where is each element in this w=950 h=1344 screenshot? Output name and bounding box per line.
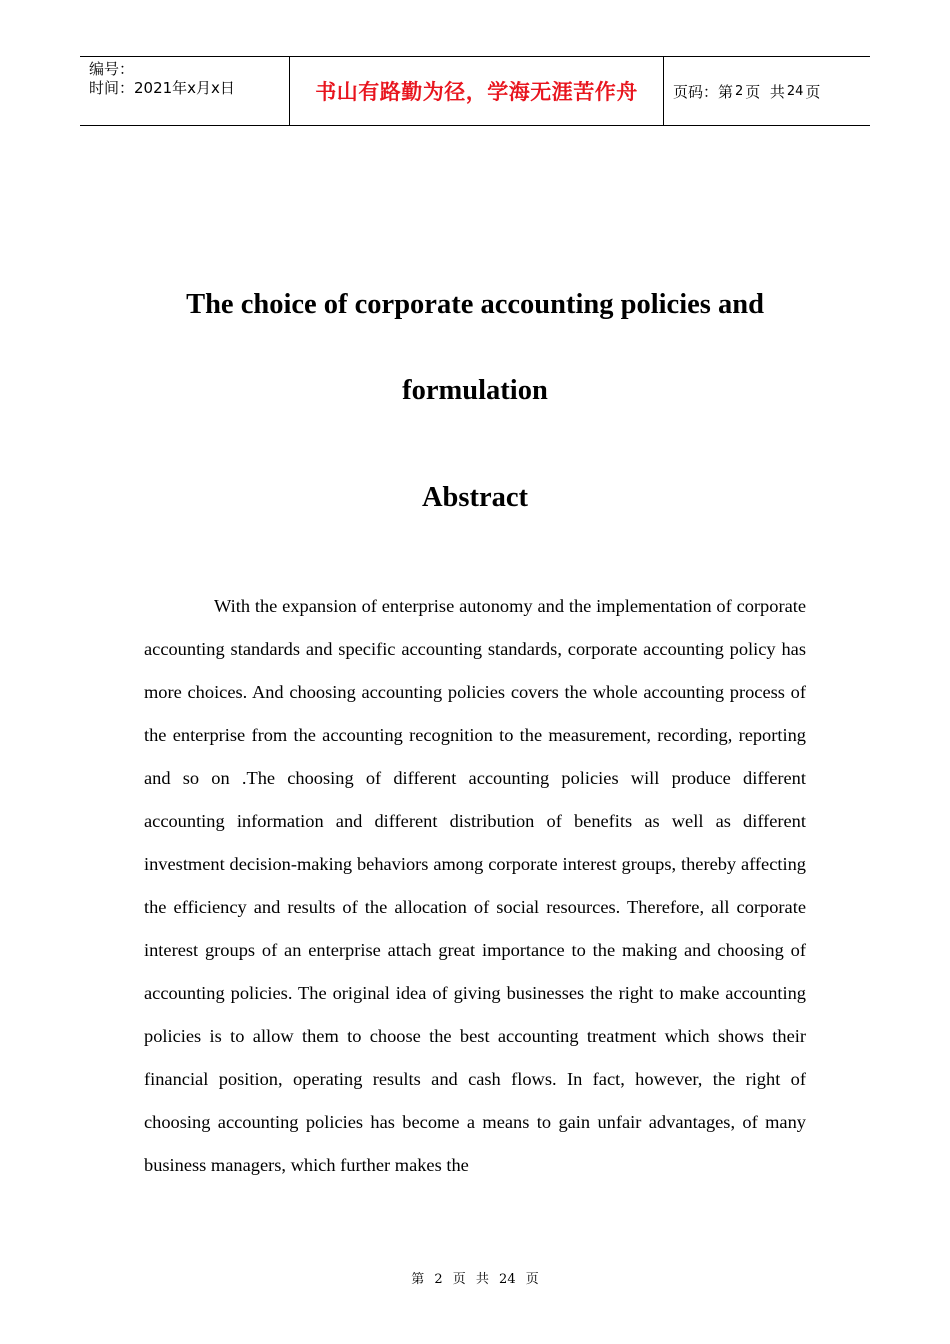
- page-label: 页码：第: [673, 82, 734, 101]
- page-total: 24: [786, 83, 804, 99]
- title-line-1: The choice of corporate accounting policies and: [186, 289, 764, 320]
- page-end-label: 页: [805, 82, 821, 101]
- page-header: [80, 56, 870, 126]
- document-number-label: 编号：: [89, 60, 135, 78]
- abstract-heading: Abstract: [421, 482, 529, 513]
- title-line-2: formulation: [402, 375, 548, 406]
- page-mid-label: 页 共: [745, 82, 785, 101]
- header-page-number: [664, 57, 870, 125]
- page-footer: 第 2 页 共 24 页: [411, 1272, 539, 1287]
- document-time-label: 时间：2021年x月x日: [89, 79, 235, 97]
- header-meta-cell: [80, 57, 290, 125]
- abstract-body: With the expansion of enterprise autonomy and the implementation of corporate accounting standards and specific accounting standards, corporate accounting policy has more choices. And choosing accounting policies covers the whole accounting process of the enterprise from the accounting recognition to the measurement, recording, reporting and so on .The choosing of different accounting policies will produce different accounting information and different distribution of benefits as well as different investment decision-making behaviors among corporate interest groups, thereby affecting the efficiency and results of the allocation of social resources. Therefore, all corporate interest groups of an enterprise attach great importance to the making and choosing of accounting policies. The original idea of giving businesses the right to make accounting policies is to allow them to choose the best accounting treatment which shows their financial position, operating results and cash flows. In fact, however, the right of choosing accounting policies has become a means to gain unfair advantages, of many business managers, which further makes the: [144, 596, 806, 1175]
- page-current: 2: [735, 83, 744, 99]
- document-title: [0, 262, 950, 434]
- header-motto: 书山有路勤为径，学海无涯苦作舟: [290, 57, 664, 125]
